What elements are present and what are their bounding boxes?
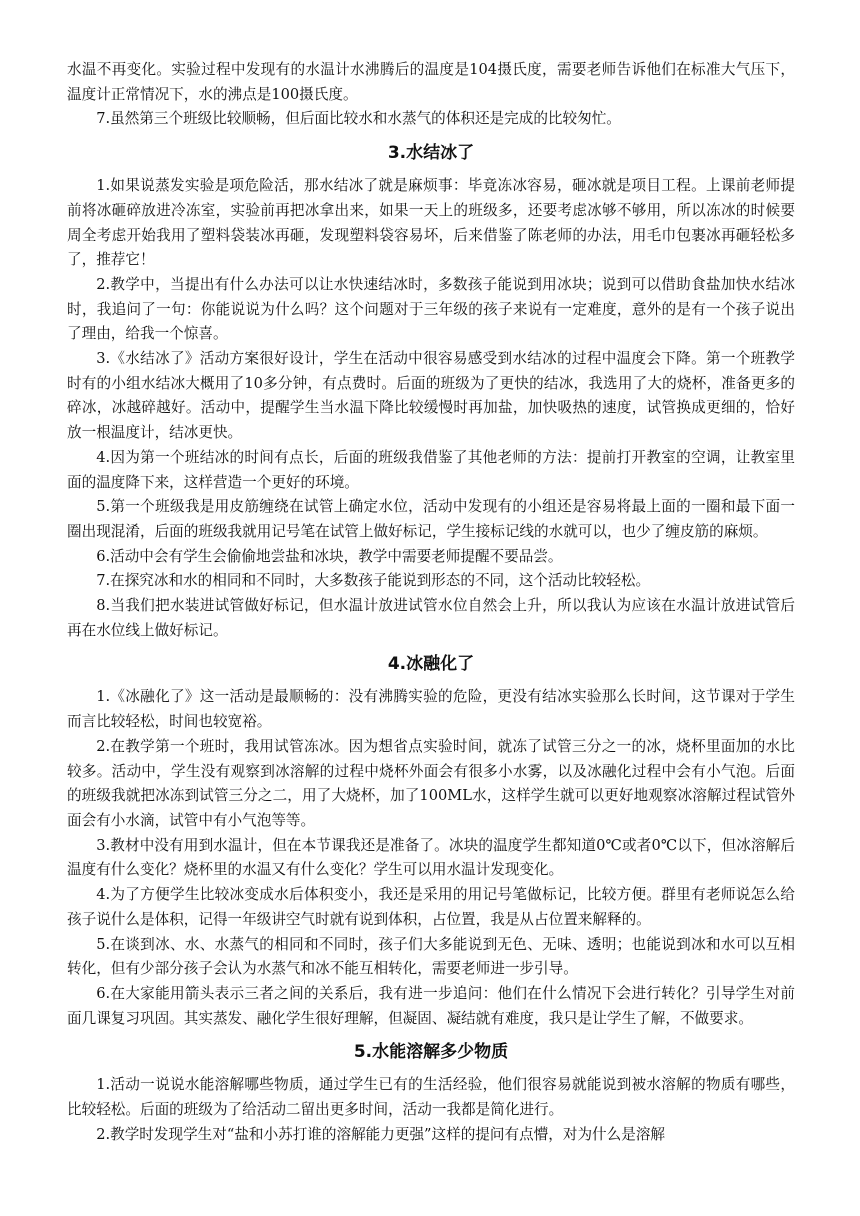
section3-paragraph-2: 2.教学中，当提出有什么办法可以让水快速结冰时，多数孩子能说到用冰块；说到可以借助食盐加快水结冰时，我追问了一句：你能说说为什么吗？这个问题对于三年级的孩子来说有一定难度，意外的是有一个孩子说出了理由，给我一个惊喜。 [67, 275, 795, 343]
section4-paragraph-5: 5.在谈到冰、水、水蒸气的相同和不同时，孩子们大多能说到无色、无味、透明；也能说到冰和水可以互相转化，但有少部分孩子会认为水蒸气和冰不能互相转化，需要老师进一步引导。 [67, 935, 795, 978]
section4-paragraph-1: 1.《冰融化了》这一活动是最顺畅的：没有沸腾实验的危险，更没有结冰实验那么长时间，这节课对于学生而言比较轻松，时间也较宽裕。 [67, 688, 795, 731]
document-page [67, 58, 795, 1147]
section-heading-5: 5.水能溶解多少物质 [353, 1042, 509, 1063]
section3-paragraph-7: 7.在探究冰和水的相同和不同时，大多数孩子能说到形态的不同，这个活动比较轻松。 [96, 572, 651, 590]
section3-paragraph-4: 4.因为第一个班结冰的时间有点长，后面的班级我借鉴了其他老师的方法：提前打开教室的空调，让教室里面的温度降下来，这样营造一个更好的环境。 [67, 448, 795, 491]
section-heading-3: 3.水结冰了 [387, 143, 475, 164]
section-heading-4: 4.冰融化了 [387, 654, 475, 675]
section4-paragraph-3: 3.教材中没有用到水温计，但在本节课我还是准备了。冰块的温度学生都知道0℃或者0℃以下，但冰溶解后温度有什么变化？烧杯里的水温又有什么变化？学生可以用水温计发现变化。 [67, 836, 795, 879]
section4-paragraph-4: 4.为了方便学生比较冰变成水后体积变小，我还是采用的用记号笔做标记，比较方便。群里有老师说怎么给孩子说什么是体积，记得一年级讲空气时就有说到体积，占位置，我是从占位置来解释的。 [67, 886, 795, 928]
section5-paragraph-1: 1.活动一说说水能溶解哪些物质，通过学生已有的生活经验，他们很容易就能说到被水溶解的物质有哪些，比较轻松。后面的班级为了给活动二留出更多时间，活动一我都是简化进行。 [67, 1076, 795, 1119]
section3-paragraph-6: 6.活动中会有学生会偷偷地尝盐和冰块，教学中需要老师提醒不要品尝。 [96, 547, 563, 565]
section4-paragraph-2: 2.在教学第一个班时，我用试管冻冰。因为想省点实验时间，就冻了试管三分之一的冰，烧杯里面加的水比较多。活动中，学生没有观察到冰溶解的过程中烧杯外面会有很多小水雾，以及冰融化过程中会有小气泡。后面的班级我就把冰冻到试管三分之二，用了大烧杯，加了100ML水，这样学生就可以更好地观察冰溶解过程试管外面会有小水滴，试管中有小气泡等等。 [67, 737, 795, 829]
section3-paragraph-5: 5.第一个班级我是用皮筋缠绕在试管上确定水位，活动中发现有的小组还是容易将最上面的一圈和最下面一圈出现混淆，后面的班级我就用记号笔在试管上做好标记，学生接标记线的水就可以，也少了缠皮筋的麻烦。 [67, 498, 795, 540]
section5-paragraph-2: 2.教学时发现学生对“盐和小苏打谁的溶解能力更强”这样的提问有点懵，对为什么是溶解 [96, 1125, 666, 1143]
section3-paragraph-1: 1.如果说蒸发实验是项危险活，那水结冰了就是麻烦事：毕竟冻冰容易，砸冰就是项目工程。上课前老师提前将冰砸碎放进冷冻室，实验前再把冰拿出来，如果一天上的班级多，还要考虑冰够不够用，所以冻冰的时候要周全考虑开始我用了塑料袋装冰再砸，发现塑料袋容易坏，后来借鉴了陈老师的办法，用毛巾包裹冰再砸轻松多了，推荐它！ [67, 177, 795, 269]
section3-paragraph-8: 8.当我们把水装进试管做好标记，但水温计放进试管水位自然会上升，所以我认为应该在水温计放进试管后再在水位线上做好标记。 [67, 597, 795, 639]
intro-paragraph-continued: 水温不再变化。实验过程中发现有的水温计水沸腾后的温度是104摄氏度，需要老师告诉他们在标准大气压下，温度计正常情况下，水的沸点是100摄氏度。 [67, 61, 795, 103]
section4-paragraph-6: 6.在大家能用箭头表示三者之间的关系后，我有进一步追问：他们在什么情况下会进行转化？引导学生对前面几课复习巩固。其实蒸发、融化学生很好理解，但凝固、凝结就有难度，我只是让学生了解，不做要求。 [67, 984, 795, 1027]
section3-paragraph-3: 3.《水结冰了》活动方案很好设计，学生在活动中很容易感受到水结冰的过程中温度会下降。第一个班教学时有的小组水结冰大概用了10多分钟，有点费时。后面的班级为了更快的结冰，我选用了大的烧杯，准备更多的碎冰，冰越碎越好。活动中，提醒学生当水温下降比较缓慢时再加盐，加快吸热的速度，试管换成更细的，恰好放一根温度计，结冰更快。 [67, 350, 795, 442]
intro-paragraph-7: 7.虽然第三个班级比较顺畅，但后面比较水和水蒸气的体积还是完成的比较匆忙。 [96, 110, 621, 128]
